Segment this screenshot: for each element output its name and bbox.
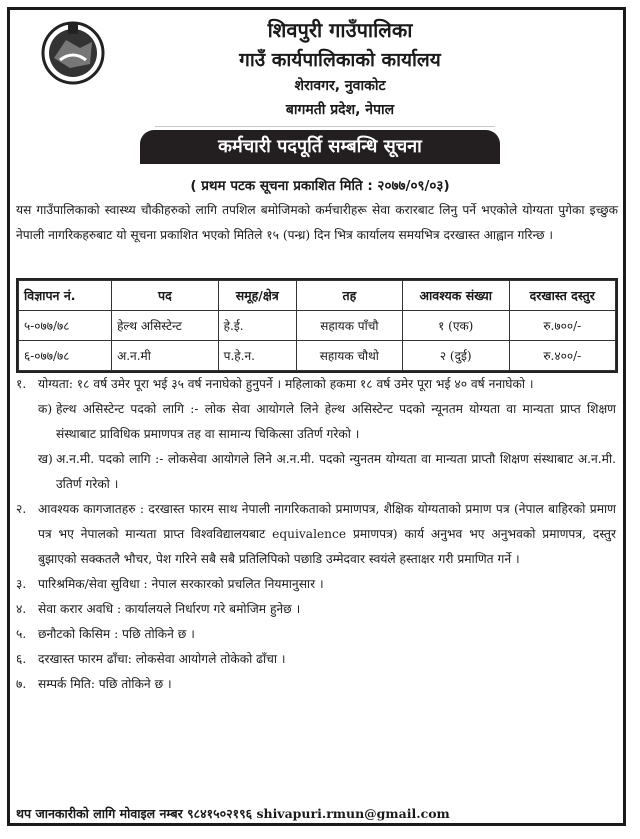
condition-4: ४. सेवा करार अवधि : कार्यालयले निर्धारण गरे बमोजिम हुनेछ । [16,602,301,616]
vacancy-table [18,280,616,371]
cell: ६-०७७/७८ [19,341,112,371]
table-row [19,341,616,371]
condition-7: ७. सम्पर्क मिति: पछि तोकिने छ । [16,677,172,691]
col-application-fee: दरखास्त दस्तुर [509,281,615,311]
table-header-row [19,281,616,311]
col-group: समूह/क्षेत्र [218,281,296,311]
condition-6: ६. दरखास्त फारम ढाँचा: लोकसेवा आयोगले तोकेको ढाँचा । [16,652,286,666]
cell: १ (एक) [402,311,509,341]
office-name: गाउँ कार्यपालिकाको कार्यालय [239,49,441,71]
contact-email[interactable]: shivapuri.rmun@gmail.com [256,806,450,821]
contact-footer [16,805,450,822]
cell: प.हे.न. [218,341,296,371]
office-location: शेरावगर, नुवाकोट [294,78,386,94]
cell: हेल्थ असिस्टेन्ट [112,311,219,341]
col-advert-no: विज्ञापन नं. [19,281,112,311]
table-row [19,311,616,341]
municipality-name: शिवपुरी गाउँपालिका [267,18,413,42]
condition-2: २. आवश्यक कागजातहरु : दरखास्त फारम साथ नेपाली नागरिकताको प्रमाणपत्र, शैक्षिक योग्यताको प्रमाण पत्र (नेपाल बाहिरको प्रमाण पत्र भए नेपालको मान्यता प्राप्त विश्वविद्यालयबाट equivalence प्रमाणपत्र) कार्य अनुभव भए अनुभवको प्रमाणपत्र, दस्तुर बुझाएको सक्कतलै भौचर, पेश गरिने सबै सबै प्रतिलिपिको पछाडि उम्मेदवार स्वयंले हस्ताक्षर गरी प्रमाणित गर्ने । [16,502,616,566]
cell: अ.न.मी [112,341,219,371]
col-required-count: आवश्यक संख्या [402,281,509,311]
condition-1-kha: ख) अ.न.मी. पदको लागि :- लोकसेवा आयोगले लिने अ.न.मी. पदको न्युनतम योग्यता वा मान्यता प्राप्तौ शिक्षण संस्थाबाट अ.न.मी. उतिर्ण गरेको । [38,452,616,491]
col-level: तह [296,281,402,311]
conditions-list [16,372,616,697]
cell: रु.४००/- [509,341,615,371]
contact-phone: थप जानकारीको लागि मोवाइल नम्बर ९८४१५०२१९६ [16,806,253,821]
condition-3: ३. पारिश्रमिक/सेवा सुविधा : नेपाल सरकारको प्रचलित नियमानुसार । [16,577,324,591]
publication-date: ( प्रथम पटक सूचना प्रकाशित मिति : २०७७/०९/०३) [190,178,450,194]
divider [155,126,495,127]
col-post: पद [112,281,219,311]
province-country: बागमती प्रदेश, नेपाल [285,102,395,118]
intro-paragraph: यस गाउँपालिकाको स्वास्थ्य चौकीहरुको लागि तपशिल बमोजिमको कर्मचारीहरू सेवा करारबाट लिनु पर्ने भएकोले योग्यता पुगेका इच्छुक नेपाली नागरिकहरुबाट यो सूचना प्रकाशित भएको मितिले १५ (पन्ध्र) दिन भित्र कार्यालय समयभित्र दरखास्त आह्वान गरिन्छ । [16,203,618,242]
cell: रु.७००/- [509,311,615,341]
condition-1: १. योग्यता: १८ वर्ष उमेर पूरा भई ३५ वर्ष ननाघेको हुनुपर्ने । महिलाको हकमा १८ वर्ष उमेर पूरा भई ४० वर्ष ननाघेको । [16,377,534,391]
cell: ५-०७७/७८ [19,311,112,341]
cell: २ (दुई) [402,341,509,371]
cell: हे.ई. [218,311,296,341]
cell: सहायक चौथो [296,341,402,371]
condition-1-ka: क) हेल्थ असिस्टेन्ट पदको लागि :- लोक सेवा आयोगले लिने हेल्थ असिस्टेन्ट पदको न्यूनतम योग्यता वा मान्यता प्राप्त शिक्षण संस्थाबाट प्राविधिक प्रमाणपत्र तह वा सामान्य चिकित्सा उतिर्ण गरेको । [38,402,616,441]
condition-5: ५. छनौटको किसिम : पछि तोकिने छ । [16,627,195,641]
notice-title-banner: कर्मचारी पदपूर्ति सम्बन्धि सूचना [140,130,500,164]
cell: सहायक पाँचौ [296,311,402,341]
